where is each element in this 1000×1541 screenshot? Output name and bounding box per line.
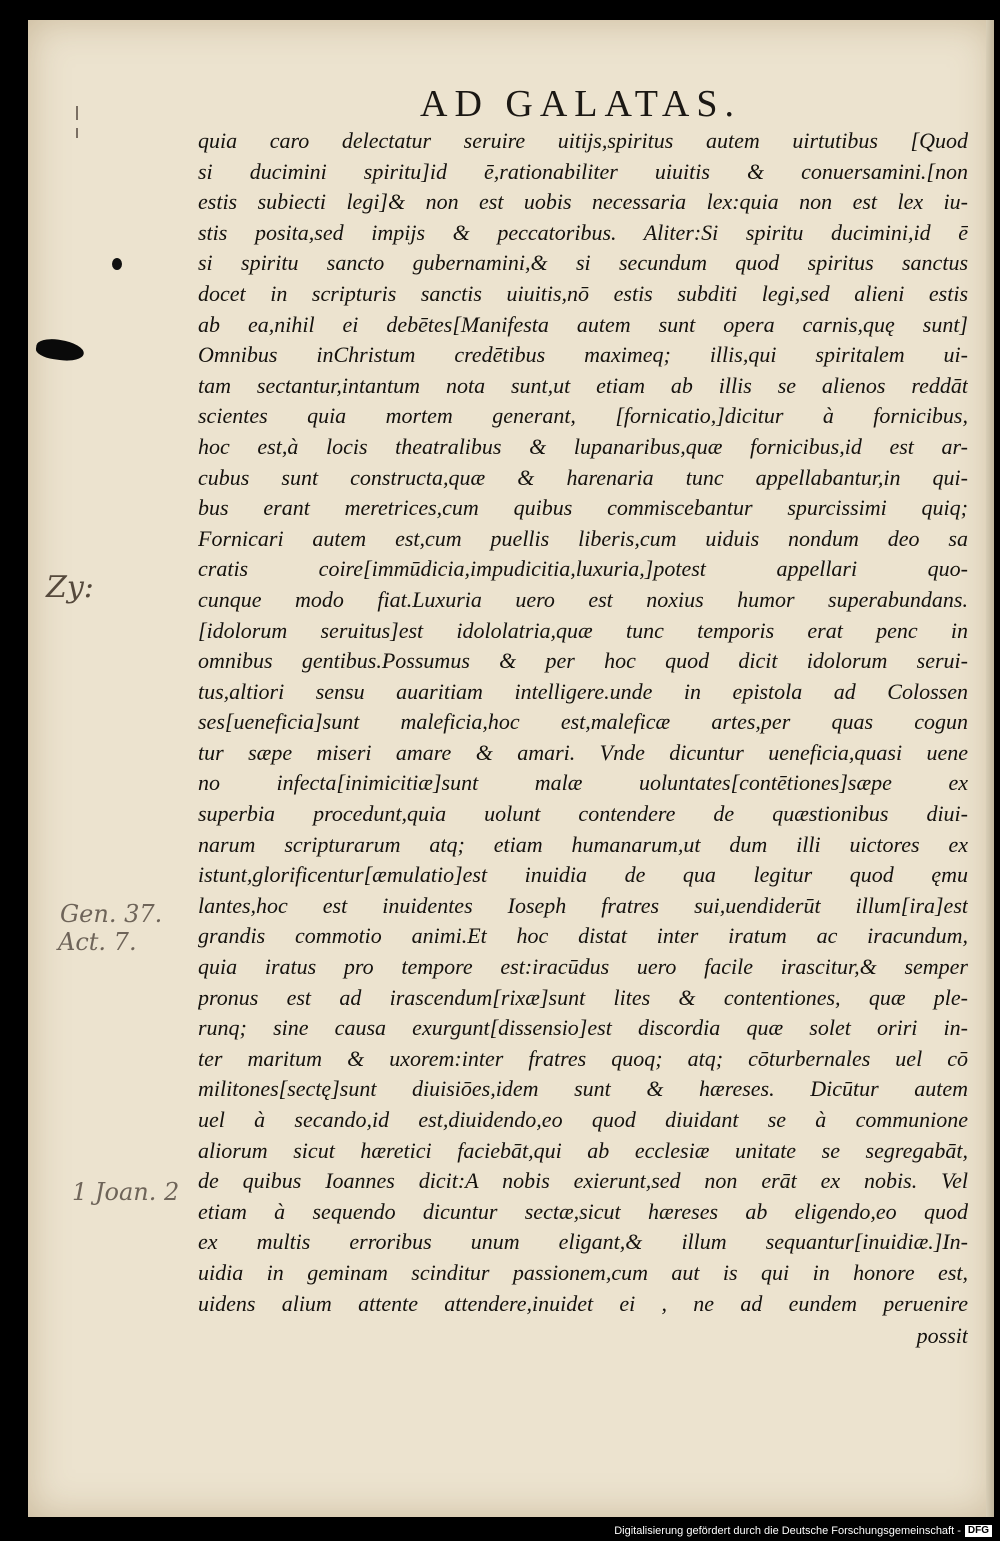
text-line: grandis commotio animi.Et hoc distat inter iratum ac iracundum, [198,923,968,949]
text-line: tus,altiori sensu auaritiam intelligere.unde in epistola ad Colossen [198,678,968,704]
text-line: estis subiecti legi]& non est uobis necessaria lex:quia non est lex iu- [198,189,968,215]
text-line: militones[sectę]sunt diuisiōes,idem sunt & hæreses. Dicūtur autem [198,1076,968,1102]
catchword: possit [916,1323,968,1349]
text-line: cubus sunt constructa,quæ & harenaria tunc appellabantur,in qui- [198,464,968,490]
text-line: ter maritum & uxorem:inter fratres quoq; atq; cōturbernales uel cō [198,1045,968,1071]
text-line: quia iratus pro tempore est:iracūdus uero facile irascitur,& semper [198,954,968,980]
margin-note-zy: Zy: [46,570,94,605]
text-line: superbia procedunt,quia uolunt contendere de quæstionibus diui- [198,801,968,827]
text-line: docet in scripturis sanctis uiuitis,nō estis subditi legi,sed alieni estis [198,280,968,306]
text-line: runq; sine causa exurgunt[dissensio]est discordia quæ solet oriri in- [198,1015,968,1041]
text-line: uidia in geminam scinditur passionem,cum aut is qui in honore est, [198,1259,968,1285]
text-line: Omnibus inChristum credētibus maximeq; illis,qui spiritalem ui- [198,342,968,368]
text-line: ab ea,nihil ei debētes[Manifesta autem sunt opera carnis,quę sunt] [198,311,968,337]
ink-tick-mark [76,106,78,120]
margin-note-act: Act. 7. [58,928,137,956]
margin-note-gen: Gen. 37. [60,900,163,928]
text-line: ses[ueneficia]sunt maleficia,hoc est,maleficæ artes,per quas cogun [198,709,968,735]
ink-dot [112,258,122,270]
text-line: omnibus gentibus.Possumus & per hoc quod dicit idolorum serui- [198,648,968,674]
text-line: pronus est ad irascendum[rixæ]sunt lites & contentiones, quæ ple- [198,984,968,1010]
text-line: istunt,glorificentur[æmulatio]est inuidia de qua legitur quod ęmu [198,862,968,888]
ink-tick-mark [76,128,78,138]
margin-note-joan: 1 Joan. 2 [72,1178,180,1206]
text-line: lantes,hoc est inuidentes Ioseph fratres sui,uendiderūt illum[ira]est [198,892,968,918]
text-line: cratis coire[immūdicia,impudicitia,luxuria,]potest appellari quo- [198,556,968,582]
main-text-block [198,126,968,1352]
text-line: Fornicari autem est,cum puellis liberis,cum uiduis nondum deo sa [198,525,968,551]
text-line: si spiritu sancto gubernamini,& si secundum quod spiritus sanctus [198,250,968,276]
text-line: aliorum sicut hæretici faciebāt,qui ab ecclesiæ unitate se segregabāt, [198,1137,968,1163]
dfg-logo: DFG [965,1525,992,1537]
text-line: si ducimini spiritu]id ē,rationabiliter uiuitis & conuersamini.[non [198,158,968,184]
text-line: bus erant meretrices,cum quibus commiscebantur spurcissimi quiq; [198,495,968,521]
text-line: de quibus Ioannes dicit:A nobis exierunt,sed non erāt ex nobis. Vel [198,1168,968,1194]
footer-text: Digitalisierung gefördert durch die Deutsche Forschungsgemeinschaft - [614,1525,961,1537]
text-line: tam sectantur,intantum nota sunt,ut etiam ab illis se alienos reddāt [198,372,968,398]
text-line: cunque modo fiat.Luxuria uero est noxius humor superabundans. [198,586,968,612]
text-line: tur sæpe miseri amare & amari. Vnde dicuntur ueneficia,quasi uene [198,739,968,765]
text-line: quia caro delectatur seruire uitijs,spiritus autem uirtutibus [Quod [198,128,968,153]
text-line: uidens alium attente attendere,inuidet ei , ne ad eundem peruenire [198,1290,968,1316]
text-line: narum scripturarum atq; etiam humanarum,ut dum illi uictores ex [198,831,968,857]
page-edge [986,20,994,1517]
text-line: uel à secando,id est,diuidendo,eo quod diuidant se à communione [198,1107,968,1132]
running-head: AD GALATAS. [420,83,741,125]
text-line: stis posita,sed impijs & peccatoribus. Aliter:Si spiritu ducimini,id ē [198,219,968,245]
text-line: ex multis erroribus unum eligant,& illum sequantur[inuidiæ.]In- [198,1229,968,1255]
digitization-footer [614,1525,992,1537]
text-line: hoc est,à locis theatralibus & lupanaribus,quæ fornicibus,id est ar- [198,433,968,459]
text-line: [idolorum seruitus]est idololatria,quæ tunc temporis erat penc in [198,617,968,643]
text-line: scientes quia mortem generant, [fornicatio,]dicitur à fornicibus, [198,403,968,429]
text-line: etiam à sequendo dicuntur sectæ,sicut hæreses ab eligendo,eo quod [198,1198,968,1224]
text-line: no infecta[inimicitiæ]sunt malæ uoluntates[contētiones]sæpe ex [198,770,968,796]
